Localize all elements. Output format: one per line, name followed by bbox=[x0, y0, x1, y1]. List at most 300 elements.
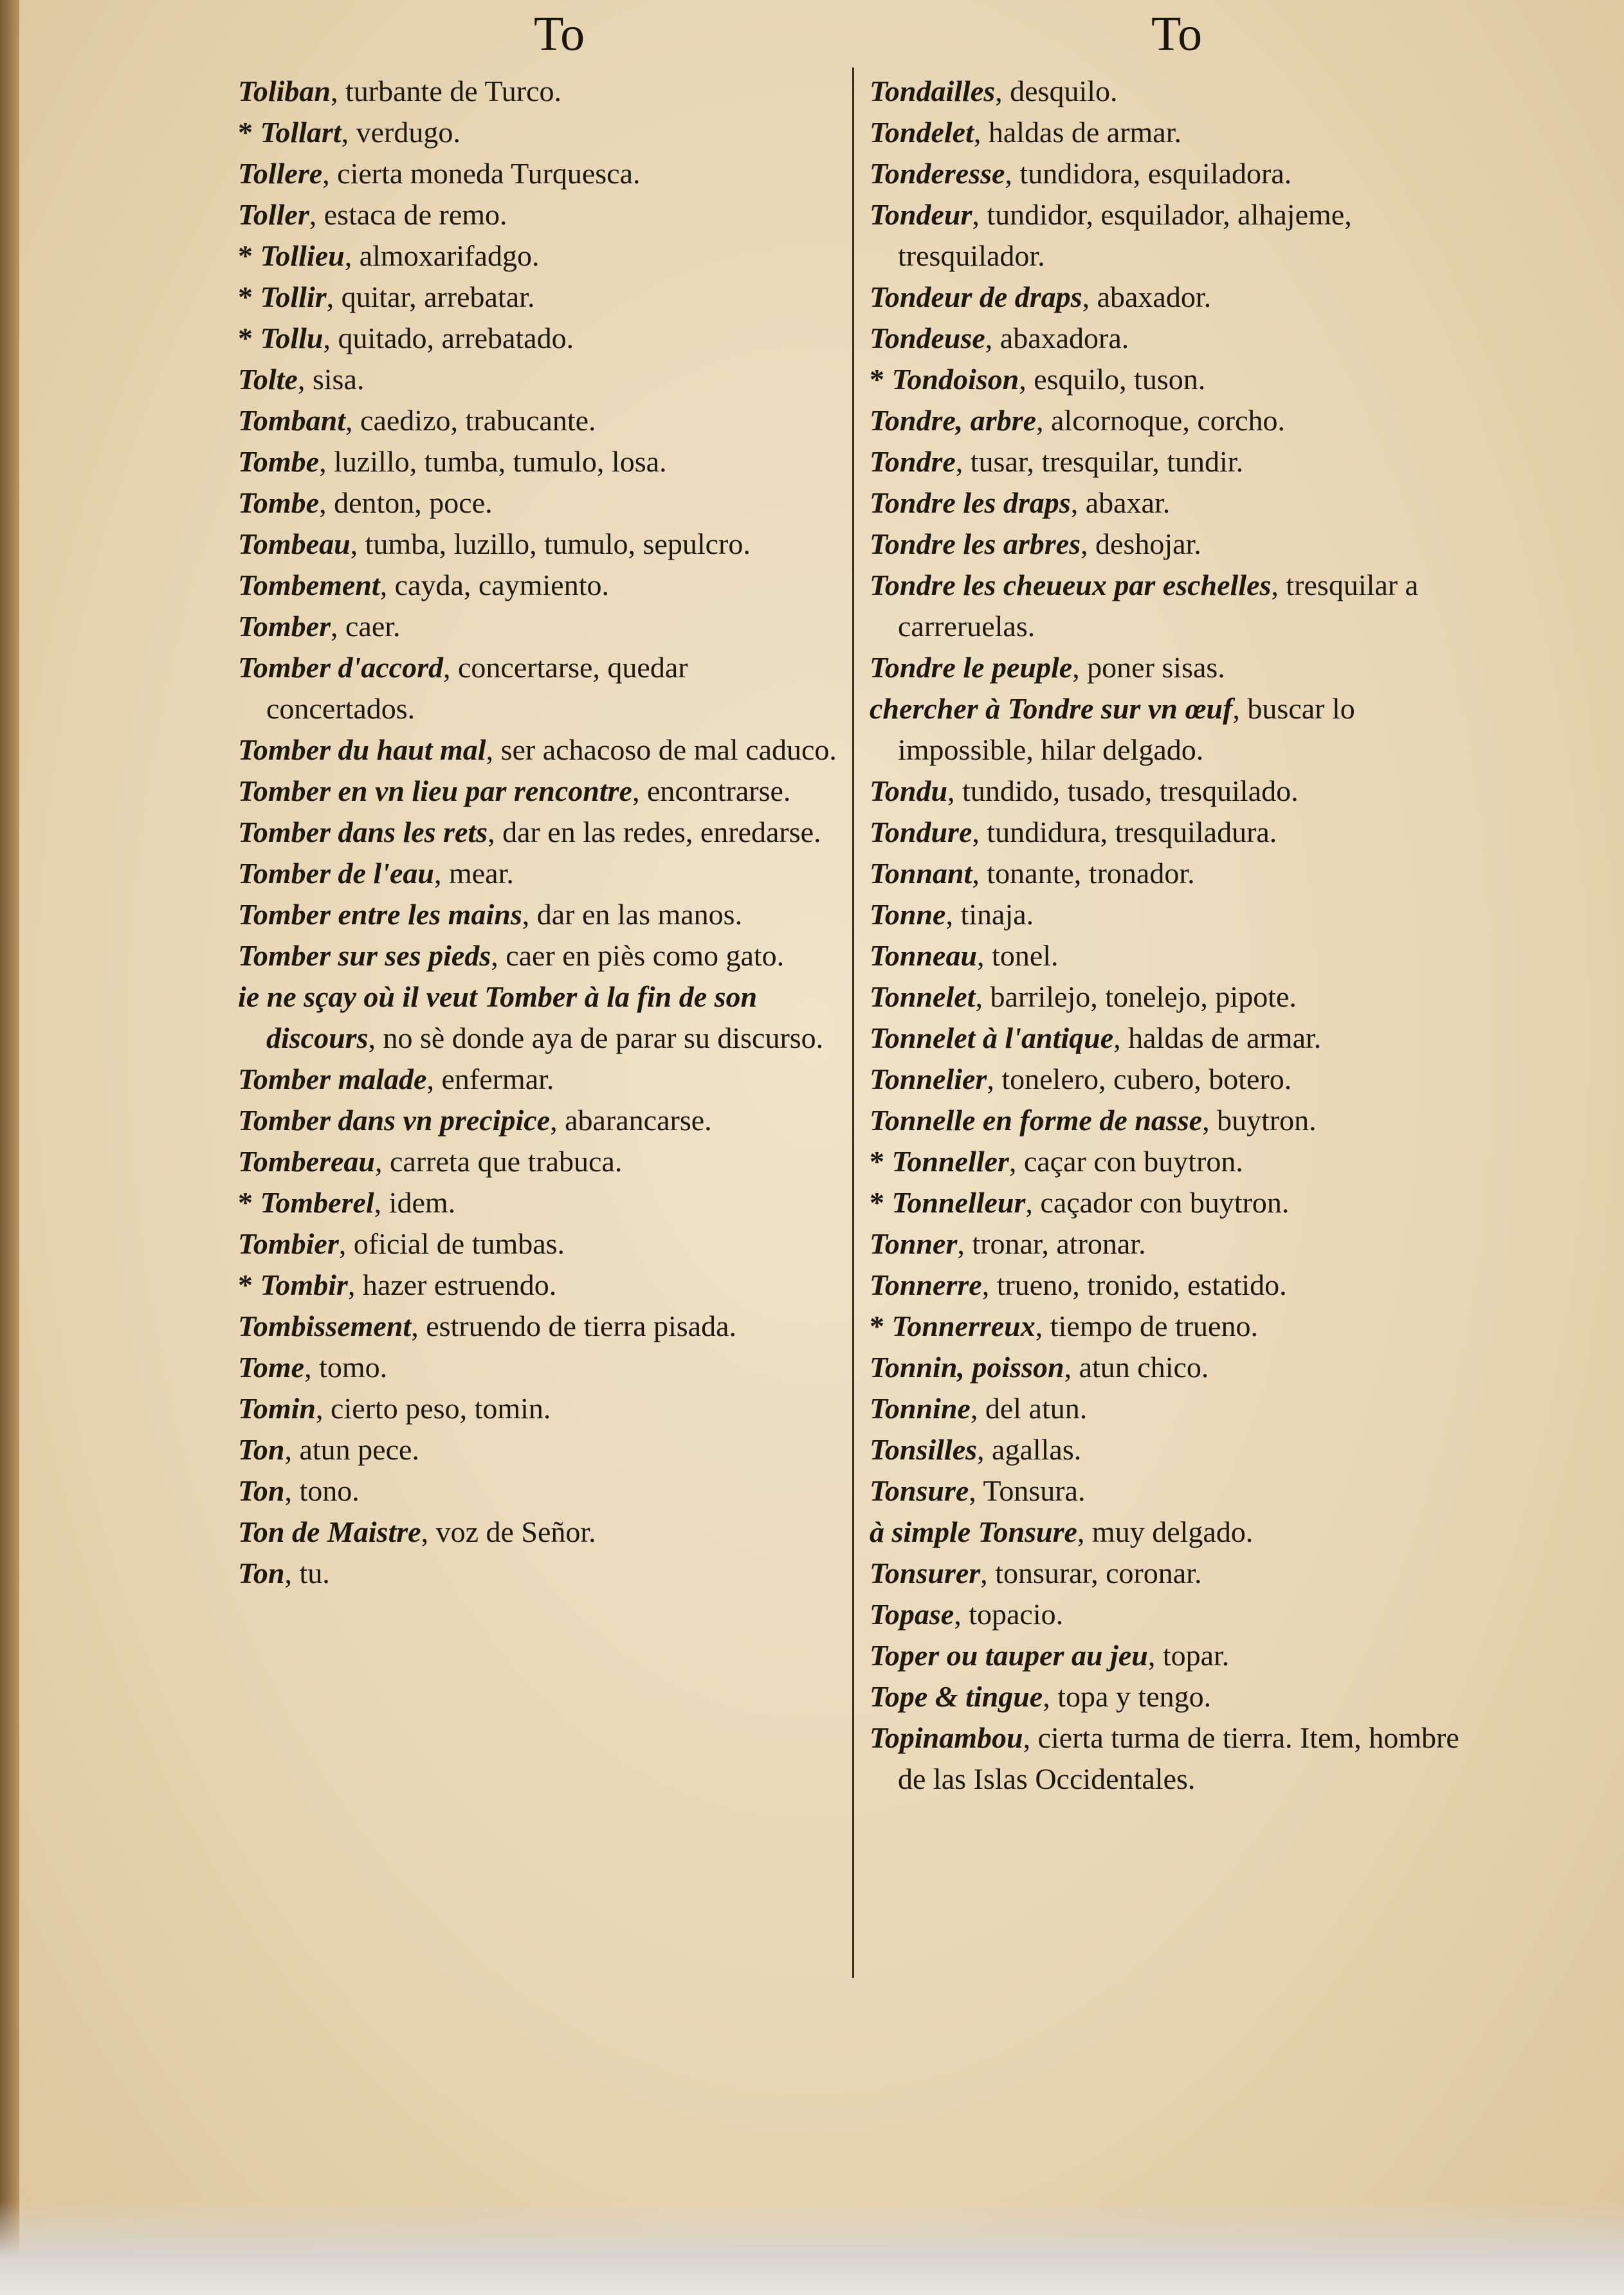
entry-headword: Tonneau bbox=[870, 939, 978, 972]
entry-separator: , bbox=[319, 445, 334, 478]
entry-definition: dar en las manos. bbox=[536, 898, 743, 931]
dictionary-entry bbox=[238, 565, 839, 606]
entry-definition: cayda, caymiento. bbox=[394, 569, 609, 601]
entry-separator: , bbox=[1035, 1310, 1050, 1342]
dictionary-entry bbox=[238, 235, 839, 277]
entry-separator: , bbox=[316, 1392, 331, 1425]
entry-headword: Tonnin, poisson bbox=[870, 1351, 1064, 1384]
entry-separator: , bbox=[379, 569, 395, 601]
entry-headword: Tonsilles bbox=[870, 1433, 978, 1466]
entry-headword: Tomberel bbox=[260, 1186, 374, 1219]
entry-definition: encontrarse. bbox=[646, 774, 791, 807]
entry-separator: , bbox=[954, 1598, 969, 1631]
entry-headword: Tondeur bbox=[870, 198, 972, 231]
entry-headword: Toliban bbox=[238, 75, 331, 107]
dictionary-entry bbox=[870, 318, 1487, 359]
entry-separator: , bbox=[957, 1227, 972, 1260]
dictionary-entry bbox=[870, 1470, 1487, 1512]
entry-headword: Tomber dans vn precipice bbox=[238, 1104, 551, 1137]
entry-definition: tresquilar a carreruelas. bbox=[898, 569, 1419, 643]
dictionary-entry bbox=[238, 1388, 839, 1429]
entry-headword: Tomber entre les mains bbox=[238, 898, 522, 931]
entry-separator: , bbox=[977, 1433, 992, 1466]
entry-definition: tonel. bbox=[992, 939, 1059, 972]
entry-definition: tundidora, esquiladora. bbox=[1019, 157, 1292, 190]
column-divider bbox=[852, 68, 854, 1978]
entry-definition: tono. bbox=[299, 1474, 360, 1507]
entry-headword: Tondure bbox=[870, 816, 972, 848]
dictionary-entry bbox=[238, 441, 839, 482]
entry-headword: Tondeuse bbox=[870, 322, 985, 354]
dictionary-entry bbox=[870, 1512, 1487, 1553]
dictionary-entry bbox=[870, 1100, 1487, 1141]
dictionary-entry bbox=[238, 1512, 839, 1553]
dictionary-entry bbox=[238, 976, 839, 1059]
entry-headword: Tonnelet à l'antique bbox=[870, 1021, 1114, 1054]
entry-headword: Tombement bbox=[238, 569, 380, 601]
entry-definition: desquilo. bbox=[1010, 75, 1118, 107]
entry-definition: sisa. bbox=[312, 363, 365, 396]
dictionary-entry bbox=[238, 894, 839, 935]
dictionary-entry bbox=[870, 71, 1487, 112]
dictionary-entry bbox=[870, 1553, 1487, 1594]
entry-definition: agallas. bbox=[992, 1433, 1082, 1466]
dictionary-entry bbox=[870, 1635, 1487, 1676]
entry-separator: , bbox=[344, 239, 360, 272]
entry-headword: Tombant bbox=[238, 404, 346, 437]
dictionary-entry bbox=[870, 565, 1487, 647]
entry-separator: , bbox=[981, 1268, 997, 1301]
entry-separator: , bbox=[323, 322, 338, 354]
dictionary-entry bbox=[238, 771, 839, 812]
right-column bbox=[870, 71, 1487, 1800]
entry-headword: Tombe bbox=[238, 445, 320, 478]
entry-headword: Topase bbox=[870, 1598, 954, 1631]
entry-separator: , bbox=[1070, 486, 1086, 519]
dictionary-entry bbox=[238, 71, 839, 112]
entry-separator: , bbox=[350, 527, 365, 560]
entry-separator: , bbox=[345, 404, 361, 437]
entry-headword: Tomber sur ses pieds bbox=[238, 939, 491, 972]
entry-headword: Tonsure bbox=[870, 1474, 969, 1507]
entry-separator: , bbox=[1147, 1639, 1163, 1672]
dictionary-entry bbox=[238, 1182, 839, 1223]
entry-definition: estruendo de tierra pisada. bbox=[426, 1310, 737, 1342]
dictionary-entry bbox=[238, 1306, 839, 1347]
dictionary-entry bbox=[238, 318, 839, 359]
entry-headword: Tonner bbox=[870, 1227, 958, 1260]
archaic-marker: * bbox=[238, 1268, 260, 1301]
entry-headword: à simple Tonsure bbox=[870, 1515, 1077, 1548]
entry-headword: Tondre bbox=[870, 445, 956, 478]
entry-definition: almoxarifadgo. bbox=[359, 239, 540, 272]
archaic-marker: * bbox=[870, 1310, 892, 1342]
entry-separator: , bbox=[550, 1104, 565, 1137]
entry-definition: barrilejo, tonelejo, pipote. bbox=[990, 980, 1297, 1013]
entry-separator: , bbox=[1025, 1186, 1041, 1219]
entry-definition: ser achacoso de mal caduco. bbox=[500, 733, 837, 766]
entry-definition: abaxadora. bbox=[999, 322, 1129, 354]
entry-definition: buscar lo impossible, hilar delgado. bbox=[898, 692, 1355, 766]
entry-separator: , bbox=[522, 898, 537, 931]
entry-definition: caçador con buytron. bbox=[1040, 1186, 1290, 1219]
entry-headword: Toper ou tauper au jeu bbox=[870, 1639, 1148, 1672]
entry-separator: , bbox=[980, 1557, 996, 1589]
dictionary-entry bbox=[870, 935, 1487, 976]
dictionary-entry bbox=[238, 359, 839, 400]
entry-separator: , bbox=[947, 774, 963, 807]
dictionary-entry bbox=[238, 1347, 839, 1388]
dictionary-entry bbox=[870, 1223, 1487, 1265]
entry-headword: Tondu bbox=[870, 774, 948, 807]
running-head-left: To bbox=[534, 7, 585, 61]
dictionary-entry bbox=[238, 1470, 839, 1512]
entry-headword: Tome bbox=[238, 1351, 305, 1384]
entry-definition: tronar, atronar. bbox=[972, 1227, 1146, 1260]
dictionary-entry bbox=[870, 359, 1487, 400]
entry-definition: tumba, luzillo, tumulo, sepulcro. bbox=[365, 527, 751, 560]
entry-separator: , bbox=[972, 857, 987, 890]
dictionary-entry bbox=[238, 935, 839, 976]
entry-headword: Tomber de l'eau bbox=[238, 857, 434, 890]
entry-definition: deshojar. bbox=[1095, 527, 1201, 560]
entry-separator: , bbox=[491, 939, 506, 972]
entry-definition: haldas de armar. bbox=[1128, 1021, 1322, 1054]
dictionary-entry bbox=[870, 482, 1487, 524]
entry-headword: Tombier bbox=[238, 1227, 339, 1260]
entry-separator: , bbox=[297, 363, 313, 396]
archaic-marker: * bbox=[870, 1145, 892, 1178]
entry-separator: , bbox=[1232, 692, 1248, 725]
entry-headword: ie ne sçay où il veut Tomber à la fin de son discours bbox=[238, 980, 758, 1054]
entry-separator: , bbox=[304, 1351, 320, 1384]
archaic-marker: * bbox=[238, 116, 260, 149]
entry-headword: Tonnant bbox=[870, 857, 972, 890]
dictionary-entry bbox=[870, 647, 1487, 688]
left-column bbox=[238, 71, 839, 1594]
entry-headword: Tolte bbox=[238, 363, 298, 396]
entry-definition: estaca de remo. bbox=[324, 198, 507, 231]
entry-separator: , bbox=[970, 1392, 985, 1425]
entry-headword: Tonderesse bbox=[870, 157, 1005, 190]
archaic-marker: * bbox=[238, 322, 260, 354]
entry-separator: , bbox=[284, 1474, 300, 1507]
entry-definition: tiempo de trueno. bbox=[1050, 1310, 1258, 1342]
entry-definition: Tonsura. bbox=[983, 1474, 1086, 1507]
entry-definition: caçar con buytron. bbox=[1023, 1145, 1243, 1178]
entry-headword: Tomber dans les rets bbox=[238, 816, 488, 848]
archaic-marker: * bbox=[238, 1186, 260, 1219]
dictionary-entry bbox=[870, 853, 1487, 894]
entry-separator: , bbox=[955, 445, 971, 478]
dictionary-entry bbox=[238, 606, 839, 647]
entry-separator: , bbox=[486, 733, 501, 766]
entry-headword: Tollere bbox=[238, 157, 323, 190]
running-head-right: To bbox=[1151, 7, 1203, 61]
entry-definition: tonsurar, coronar. bbox=[995, 1557, 1202, 1589]
dictionary-entry bbox=[870, 400, 1487, 441]
entry-separator: , bbox=[488, 816, 503, 848]
dictionary-entry bbox=[870, 812, 1487, 853]
entry-definition: atun chico. bbox=[1079, 1351, 1209, 1384]
entry-separator: , bbox=[326, 280, 342, 313]
entry-definition: caer en piès como gato. bbox=[506, 939, 785, 972]
entry-separator: , bbox=[1064, 1351, 1079, 1384]
entry-headword: Tondelet bbox=[870, 116, 974, 149]
entry-definition: tonelero, cubero, botero. bbox=[1001, 1063, 1292, 1095]
entry-headword: Topinambou bbox=[870, 1721, 1023, 1754]
dictionary-entry bbox=[238, 812, 839, 853]
entry-definition: del atun. bbox=[985, 1392, 1088, 1425]
entry-separator: , bbox=[1081, 527, 1095, 560]
entry-separator: , bbox=[632, 774, 647, 807]
entry-definition: buytron. bbox=[1217, 1104, 1317, 1137]
entry-separator: , bbox=[1019, 363, 1034, 396]
archaic-marker: * bbox=[870, 363, 892, 396]
entry-headword: Tondre les cheueux par eschelles bbox=[870, 569, 1272, 601]
entry-headword: Tomber en vn lieu par rencontre bbox=[238, 774, 632, 807]
dictionary-entry bbox=[870, 1429, 1487, 1470]
dictionary-entry bbox=[238, 853, 839, 894]
entry-separator: , bbox=[433, 857, 449, 890]
entry-separator: , bbox=[341, 116, 356, 149]
entry-definition: tu. bbox=[299, 1557, 330, 1589]
entry-separator: , bbox=[331, 75, 346, 107]
dictionary-entry bbox=[870, 976, 1487, 1018]
dictionary-entry bbox=[870, 1182, 1487, 1223]
dictionary-entry bbox=[870, 1141, 1487, 1182]
entry-separator: , bbox=[330, 610, 345, 643]
entry-definition: oficial de tumbas. bbox=[353, 1227, 565, 1260]
entry-headword: Tonnelleur bbox=[891, 1186, 1026, 1219]
dictionary-entry bbox=[870, 1306, 1487, 1347]
entry-definition: atun pece. bbox=[299, 1433, 419, 1466]
dictionary-entry bbox=[238, 1141, 839, 1182]
entry-headword: Tonnerreux bbox=[891, 1310, 1036, 1342]
entry-separator: , bbox=[1023, 1721, 1038, 1754]
archaic-marker: * bbox=[238, 280, 260, 313]
dictionary-entry bbox=[870, 524, 1487, 565]
dictionary-entry bbox=[870, 771, 1487, 812]
entry-definition: hazer estruendo. bbox=[362, 1268, 557, 1301]
entry-definition: quitado, arrebatado. bbox=[338, 322, 574, 354]
entry-separator: , bbox=[969, 1474, 983, 1507]
entry-definition: topa y tengo. bbox=[1057, 1680, 1212, 1713]
entry-definition: abaxador. bbox=[1097, 280, 1212, 313]
entry-definition: cierto peso, tomin. bbox=[331, 1392, 551, 1425]
dictionary-entry bbox=[870, 153, 1487, 194]
dictionary-entry bbox=[238, 729, 839, 771]
entry-headword: Tonnelet bbox=[870, 980, 976, 1013]
entry-separator: , bbox=[421, 1515, 436, 1548]
entry-separator: , bbox=[987, 1063, 1002, 1095]
entry-definition: tomo. bbox=[319, 1351, 388, 1384]
dictionary-entry bbox=[238, 1265, 839, 1306]
entry-headword: Tollir bbox=[260, 280, 327, 313]
entry-separator: , bbox=[972, 816, 987, 848]
entry-headword: Tonsurer bbox=[870, 1557, 981, 1589]
entry-definition: cierta moneda Turquesca. bbox=[337, 157, 641, 190]
entry-definition: dar en las redes, enredarse. bbox=[502, 816, 821, 848]
dictionary-entry bbox=[238, 482, 839, 524]
dictionary-entry bbox=[870, 1059, 1487, 1100]
dictionary-entry bbox=[238, 524, 839, 565]
entry-definition: luzillo, tumba, tumulo, losa. bbox=[334, 445, 667, 478]
entry-headword: Tomber d'accord bbox=[238, 651, 443, 684]
entry-headword: Tomber malade bbox=[238, 1063, 427, 1095]
entry-headword: Tollart bbox=[260, 116, 342, 149]
entry-headword: Tonnine bbox=[870, 1392, 971, 1425]
entry-separator: , bbox=[1036, 404, 1051, 437]
entry-definition: esquilo, tuson. bbox=[1034, 363, 1206, 396]
page-bottom-margin bbox=[0, 2200, 1624, 2295]
entry-headword: Ton de Maistre bbox=[238, 1515, 421, 1548]
entry-headword: Tondre le peuple bbox=[870, 651, 1073, 684]
entry-separator: , bbox=[975, 980, 990, 1013]
entry-separator: , bbox=[284, 1557, 300, 1589]
entry-headword: Tomber du haut mal bbox=[238, 733, 486, 766]
archaic-marker: * bbox=[870, 1186, 892, 1219]
entry-definition: turbante de Turco. bbox=[345, 75, 562, 107]
entry-headword: Tonneller bbox=[891, 1145, 1009, 1178]
entry-separator: , bbox=[1072, 651, 1088, 684]
entry-definition: tonante, tronador. bbox=[987, 857, 1195, 890]
entry-definition: carreta que trabuca. bbox=[389, 1145, 623, 1178]
entry-headword: Tombir bbox=[260, 1268, 348, 1301]
entry-headword: Tondre les arbres bbox=[870, 527, 1081, 560]
entry-definition: tusar, tresquilar, tundir. bbox=[970, 445, 1244, 478]
dictionary-entry bbox=[238, 1429, 839, 1470]
entry-headword: Tollieu bbox=[260, 239, 345, 272]
entry-separator: , bbox=[973, 116, 989, 149]
dictionary-entry bbox=[870, 1347, 1487, 1388]
entry-headword: Tonnelier bbox=[870, 1063, 987, 1095]
entry-separator: , bbox=[1202, 1104, 1218, 1137]
dictionary-entry bbox=[238, 1223, 839, 1265]
entry-separator: , bbox=[426, 1063, 442, 1095]
entry-definition: caedizo, trabucante. bbox=[360, 404, 596, 437]
entry-definition: tinaja. bbox=[960, 898, 1034, 931]
entry-separator: , bbox=[368, 1021, 383, 1054]
entry-definition: voz de Señor. bbox=[435, 1515, 596, 1548]
entry-separator: , bbox=[972, 198, 987, 231]
entry-definition: tundido, tusado, tresquilado. bbox=[962, 774, 1299, 807]
entry-headword: Tombissement bbox=[238, 1310, 412, 1342]
entry-definition: concertarse, quedar concertados. bbox=[266, 651, 688, 725]
dictionary-entry bbox=[238, 277, 839, 318]
archaic-marker: * bbox=[238, 239, 260, 272]
dictionary-entry bbox=[870, 1265, 1487, 1306]
entry-separator: , bbox=[1005, 157, 1020, 190]
dictionary-entry bbox=[238, 153, 839, 194]
dictionary-entry bbox=[870, 894, 1487, 935]
entry-definition: haldas de armar. bbox=[988, 116, 1182, 149]
entry-definition: poner sisas. bbox=[1087, 651, 1225, 684]
entry-definition: idem. bbox=[388, 1186, 456, 1219]
entry-definition: muy delgado. bbox=[1091, 1515, 1254, 1548]
dictionary-entry bbox=[238, 1100, 839, 1141]
entry-headword: Tope & tingue bbox=[870, 1680, 1043, 1713]
entry-headword: Tomber bbox=[238, 610, 331, 643]
entry-headword: Tondoison bbox=[891, 363, 1019, 396]
dictionary-entry bbox=[870, 194, 1487, 277]
entry-headword: chercher à Tondre sur vn œuf bbox=[870, 692, 1233, 725]
entry-separator: , bbox=[374, 1145, 390, 1178]
entry-separator: , bbox=[1271, 569, 1286, 601]
entry-definition: denton, poce. bbox=[334, 486, 493, 519]
entry-definition: verdugo. bbox=[356, 116, 461, 149]
entry-headword: Ton bbox=[238, 1474, 285, 1507]
dictionary-entry bbox=[870, 1594, 1487, 1635]
entry-definition: topar. bbox=[1162, 1639, 1230, 1672]
entry-headword: Tonnerre bbox=[870, 1268, 982, 1301]
entry-definition: tundidor, esquilador, alhajeme, tresquilador. bbox=[898, 198, 1352, 272]
entry-separator: , bbox=[338, 1227, 354, 1260]
entry-definition: enfermar. bbox=[441, 1063, 554, 1095]
entry-separator: , bbox=[1082, 280, 1097, 313]
entry-definition: abarancarse. bbox=[565, 1104, 712, 1137]
entry-headword: Tonnelle en forme de nasse bbox=[870, 1104, 1203, 1137]
entry-separator: , bbox=[319, 486, 334, 519]
dictionary-entry bbox=[870, 277, 1487, 318]
dictionary-entry bbox=[238, 1553, 839, 1594]
entry-definition: trueno, tronido, estatido. bbox=[996, 1268, 1287, 1301]
entry-headword: Tondailles bbox=[870, 75, 996, 107]
entry-headword: Tondre, arbre bbox=[870, 404, 1036, 437]
dictionary-entry bbox=[238, 112, 839, 153]
dictionary-entry bbox=[870, 688, 1487, 771]
dictionary-entry bbox=[238, 400, 839, 441]
entry-definition: quitar, arrebatar. bbox=[341, 280, 535, 313]
entry-separator: , bbox=[309, 198, 324, 231]
entry-definition: no sè donde aya de parar su discurso. bbox=[383, 1021, 824, 1054]
dictionary-entry bbox=[238, 194, 839, 235]
entry-separator: , bbox=[977, 939, 992, 972]
page-binding-edge bbox=[0, 0, 19, 2295]
dictionary-entry bbox=[870, 112, 1487, 153]
entry-definition: cierta turma de tierra. Item, hombre de las Islas Occidentales. bbox=[898, 1721, 1459, 1795]
dictionary-entry bbox=[870, 441, 1487, 482]
entry-definition: abaxar. bbox=[1085, 486, 1171, 519]
dictionary-entry bbox=[870, 1717, 1487, 1800]
dictionary-entry bbox=[238, 647, 839, 729]
entry-headword: Ton bbox=[238, 1433, 285, 1466]
entry-headword: Tondre les draps bbox=[870, 486, 1071, 519]
entry-definition: tundidura, tresquiladura. bbox=[987, 816, 1277, 848]
entry-separator: , bbox=[995, 75, 1010, 107]
dictionary-entry bbox=[870, 1676, 1487, 1717]
entry-separator: , bbox=[1077, 1515, 1092, 1548]
entry-definition: topacio. bbox=[969, 1598, 1064, 1631]
entry-separator: , bbox=[411, 1310, 426, 1342]
entry-separator: , bbox=[945, 898, 961, 931]
entry-separator: , bbox=[1113, 1021, 1129, 1054]
entry-definition: alcornoque, corcho. bbox=[1051, 404, 1286, 437]
entry-separator: , bbox=[1008, 1145, 1024, 1178]
entry-separator: , bbox=[322, 157, 338, 190]
entry-separator: , bbox=[985, 322, 1000, 354]
entry-headword: Tonne bbox=[870, 898, 946, 931]
entry-definition: caer. bbox=[345, 610, 401, 643]
entry-separator: , bbox=[284, 1433, 300, 1466]
entry-headword: Tondeur de draps bbox=[870, 280, 1082, 313]
entry-headword: Tollu bbox=[260, 322, 324, 354]
entry-separator: , bbox=[443, 651, 458, 684]
dictionary-entry bbox=[238, 1059, 839, 1100]
entry-headword: Tombereau bbox=[238, 1145, 375, 1178]
dictionary-entry bbox=[870, 1018, 1487, 1059]
dictionary-entry bbox=[870, 1388, 1487, 1429]
